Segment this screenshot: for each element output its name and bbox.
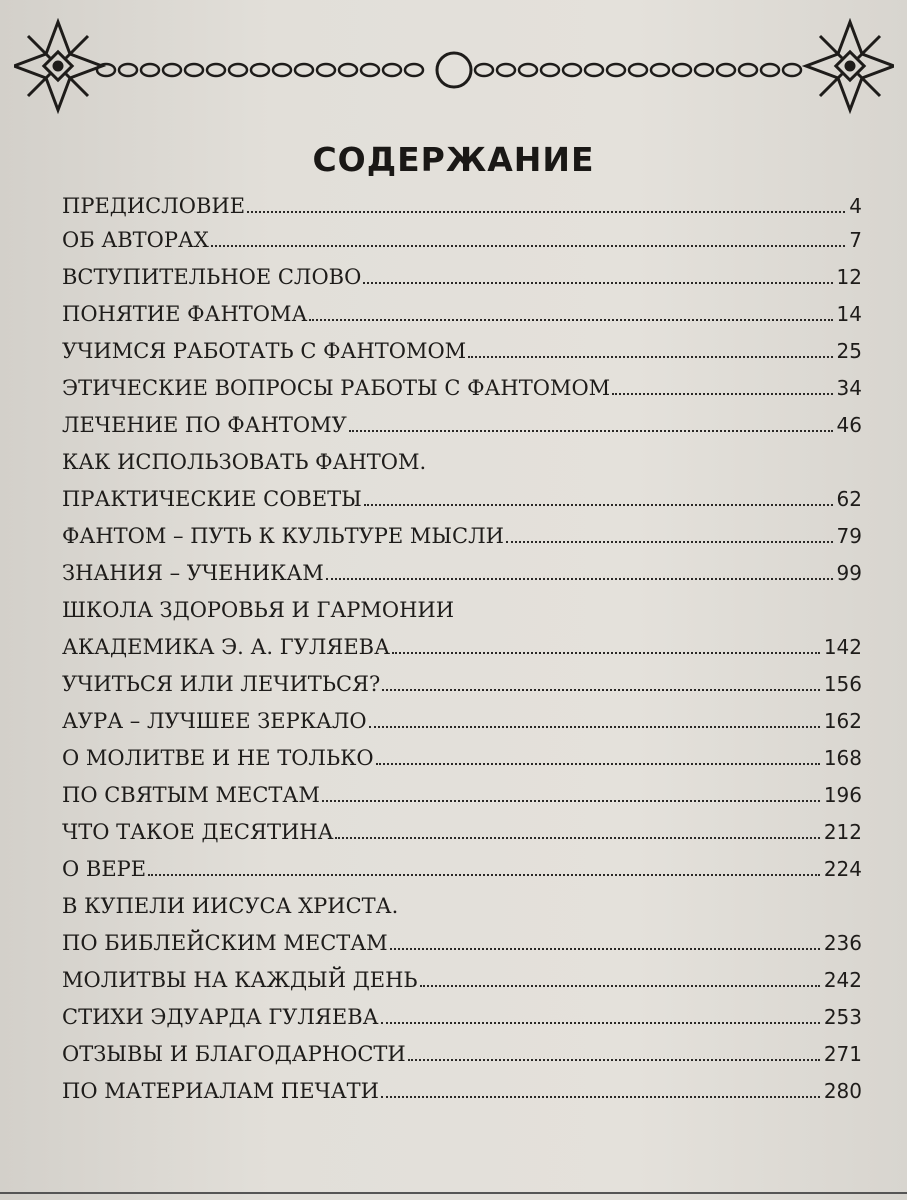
- toc-line: [62, 629, 862, 666]
- dot-leader: [309, 318, 832, 321]
- page-title: СОДЕРЖАНИЕ: [312, 140, 595, 179]
- chain-link: [251, 64, 269, 76]
- oval-chain: [97, 64, 801, 76]
- toc-entry-title: ЧТО ТАКОЕ ДЕСЯТИНА: [62, 820, 334, 844]
- dot-leader: [148, 873, 820, 876]
- toc-page-number: 242: [823, 968, 862, 992]
- chain-link: [119, 64, 137, 76]
- toc-entry-title: МОЛИТВЫ НА КАЖДЫЙ ДЕНЬ: [62, 968, 418, 992]
- center-ring: [437, 53, 471, 87]
- toc-line: [62, 370, 862, 407]
- dot-leader: [211, 244, 845, 247]
- toc-line: [62, 518, 862, 555]
- chain-link: [97, 64, 115, 76]
- chain-link: [783, 64, 801, 76]
- dot-leader: [326, 577, 833, 580]
- toc-line: [62, 740, 862, 777]
- chain-link: [141, 64, 159, 76]
- toc-line: [62, 259, 862, 296]
- toc-page-number: 34: [836, 376, 862, 400]
- dot-leader: [247, 210, 845, 213]
- chain-link: [497, 64, 515, 76]
- chain-link: [651, 64, 669, 76]
- chain-link: [717, 64, 735, 76]
- chain-link: [383, 64, 401, 76]
- chain-link: [361, 64, 379, 76]
- toc-entry-title: ФАНТОМ – ПУТЬ К КУЛЬТУРЕ МЫСЛИ: [62, 524, 504, 548]
- toc-entry-title: ПРАКТИЧЕСКИЕ СОВЕТЫ: [62, 487, 362, 511]
- toc-line: [62, 962, 862, 999]
- toc-entry-title: ПО БИБЛЕЙСКИМ МЕСТАМ: [62, 931, 388, 955]
- toc-page-number: 212: [823, 820, 862, 844]
- dot-leader: [420, 984, 820, 987]
- toc-page-number: 12: [836, 265, 862, 289]
- toc-line: [62, 333, 862, 370]
- toc-line: [62, 296, 862, 333]
- right-star-emblem: [806, 22, 894, 110]
- toc-line: [62, 666, 862, 703]
- toc-line: [62, 851, 862, 888]
- toc-entry-title: ВСТУПИТЕЛЬНОЕ СЛОВО: [62, 265, 362, 289]
- toc-page-number: 224: [823, 857, 862, 881]
- toc-entry-title: ЛЕЧЕНИЕ ПО ФАНТОМУ: [62, 413, 347, 437]
- toc-page-number: 168: [823, 746, 862, 770]
- toc-page-number: 142: [823, 635, 862, 659]
- toc-entry-title: ПО СВЯТЫМ МЕСТАМ: [62, 783, 320, 807]
- dot-leader: [369, 725, 820, 728]
- toc-line: [62, 703, 862, 740]
- toc-entry-title: ОБ АВТОРАХ: [62, 228, 209, 252]
- toc-entry-title: УЧИМСЯ РАБОТАТЬ С ФАНТОМОМ: [62, 339, 467, 363]
- dot-leader: [363, 281, 832, 284]
- toc-entry-title: АУРА – ЛУЧШЕЕ ЗЕРКАЛО: [62, 709, 367, 733]
- chain-link: [339, 64, 357, 76]
- toc-entry-title: СТИХИ ЭДУАРДА ГУЛЯЕВА: [62, 1005, 379, 1029]
- toc-line: [62, 444, 862, 481]
- toc-page-number: 46: [836, 413, 862, 437]
- dot-leader: [376, 762, 820, 765]
- toc-line: [62, 1036, 862, 1073]
- toc-entry-title: АКАДЕМИКА Э. А. ГУЛЯЕВА: [62, 635, 391, 659]
- dot-leader: [381, 1095, 820, 1098]
- toc-page-number: 156: [823, 672, 862, 696]
- toc-line: [62, 814, 862, 851]
- toc-page-number: 79: [836, 524, 862, 548]
- toc-entry-title: ПО МАТЕРИАЛАМ ПЕЧАТИ: [62, 1079, 379, 1103]
- toc-line: [62, 592, 862, 629]
- toc-entry-title: ШКОЛА ЗДОРОВЬЯ И ГАРМОНИИ: [62, 598, 455, 622]
- chain-link: [629, 64, 647, 76]
- chain-link: [317, 64, 335, 76]
- chain-link: [405, 64, 423, 76]
- chain-link: [229, 64, 247, 76]
- header-ornament: [14, 18, 894, 128]
- dot-leader: [408, 1058, 820, 1061]
- dot-leader: [364, 503, 833, 506]
- toc-entry-title: УЧИТЬСЯ ИЛИ ЛЕЧИТЬСЯ?: [62, 672, 381, 696]
- chain-link: [185, 64, 203, 76]
- toc-entry-title: В КУПЕЛИ ИИСУСА ХРИСТА.: [62, 894, 399, 918]
- chain-link: [563, 64, 581, 76]
- toc-page-number: 4: [849, 194, 862, 218]
- toc-page-number: 271: [823, 1042, 862, 1066]
- dot-leader: [349, 429, 833, 432]
- chain-link: [607, 64, 625, 76]
- toc-line: [62, 1073, 862, 1110]
- toc-entry-title: КАК ИСПОЛЬЗОВАТЬ ФАНТОМ.: [62, 450, 427, 474]
- dot-leader: [468, 355, 832, 358]
- chain-link: [273, 64, 291, 76]
- chain-link: [163, 64, 181, 76]
- chain-link: [207, 64, 225, 76]
- toc-page-number: 7: [849, 228, 862, 252]
- toc-page-number: 62: [836, 487, 862, 511]
- toc-line: [62, 188, 862, 222]
- toc-entry-title: ЭТИЧЕСКИЕ ВОПРОСЫ РАБОТЫ С ФАНТОМОМ: [62, 376, 611, 400]
- toc-entry-title: О МОЛИТВЕ И НЕ ТОЛЬКО: [62, 746, 374, 770]
- left-star-emblem: [14, 22, 102, 110]
- toc-entry-title: ПОНЯТИЕ ФАНТОМА: [62, 302, 308, 326]
- chain-link: [695, 64, 713, 76]
- chain-link: [673, 64, 691, 76]
- dot-leader: [381, 1021, 820, 1024]
- chain-link: [541, 64, 559, 76]
- toc-page-number: 14: [836, 302, 862, 326]
- dot-leader: [392, 651, 820, 654]
- toc-line: [62, 222, 862, 259]
- toc-page-number: 99: [836, 561, 862, 585]
- toc-line: [62, 925, 862, 962]
- toc-line: [62, 555, 862, 592]
- toc-page-number: 196: [823, 783, 862, 807]
- toc-entry-title: О ВЕРЕ: [62, 857, 147, 881]
- bottom-rule: [0, 1192, 907, 1194]
- toc-page-number: 162: [823, 709, 862, 733]
- toc-line: [62, 888, 862, 925]
- toc-line: [62, 777, 862, 814]
- dot-leader: [335, 836, 819, 839]
- chain-link: [295, 64, 313, 76]
- chain-link: [519, 64, 537, 76]
- toc-line: [62, 999, 862, 1036]
- chain-link: [739, 64, 757, 76]
- toc-line: [62, 481, 862, 518]
- chain-link: [585, 64, 603, 76]
- dot-leader: [612, 392, 832, 395]
- dot-leader: [382, 688, 820, 691]
- chain-link: [761, 64, 779, 76]
- toc-page-number: 253: [823, 1005, 862, 1029]
- toc-page-number: 236: [823, 931, 862, 955]
- toc-entry-title: ОТЗЫВЫ И БЛАГОДАРНОСТИ: [62, 1042, 406, 1066]
- dot-leader: [506, 540, 833, 543]
- dot-leader: [390, 947, 820, 950]
- toc-line: [62, 407, 862, 444]
- chain-link: [475, 64, 493, 76]
- table-of-contents: [62, 188, 862, 1110]
- dot-leader: [322, 799, 820, 802]
- toc-entry-title: ПРЕДИСЛОВИЕ: [62, 194, 246, 218]
- toc-entry-title: ЗНАНИЯ – УЧЕНИКАМ: [62, 561, 324, 585]
- toc-page-number: 280: [823, 1079, 862, 1103]
- toc-page-number: 25: [836, 339, 862, 363]
